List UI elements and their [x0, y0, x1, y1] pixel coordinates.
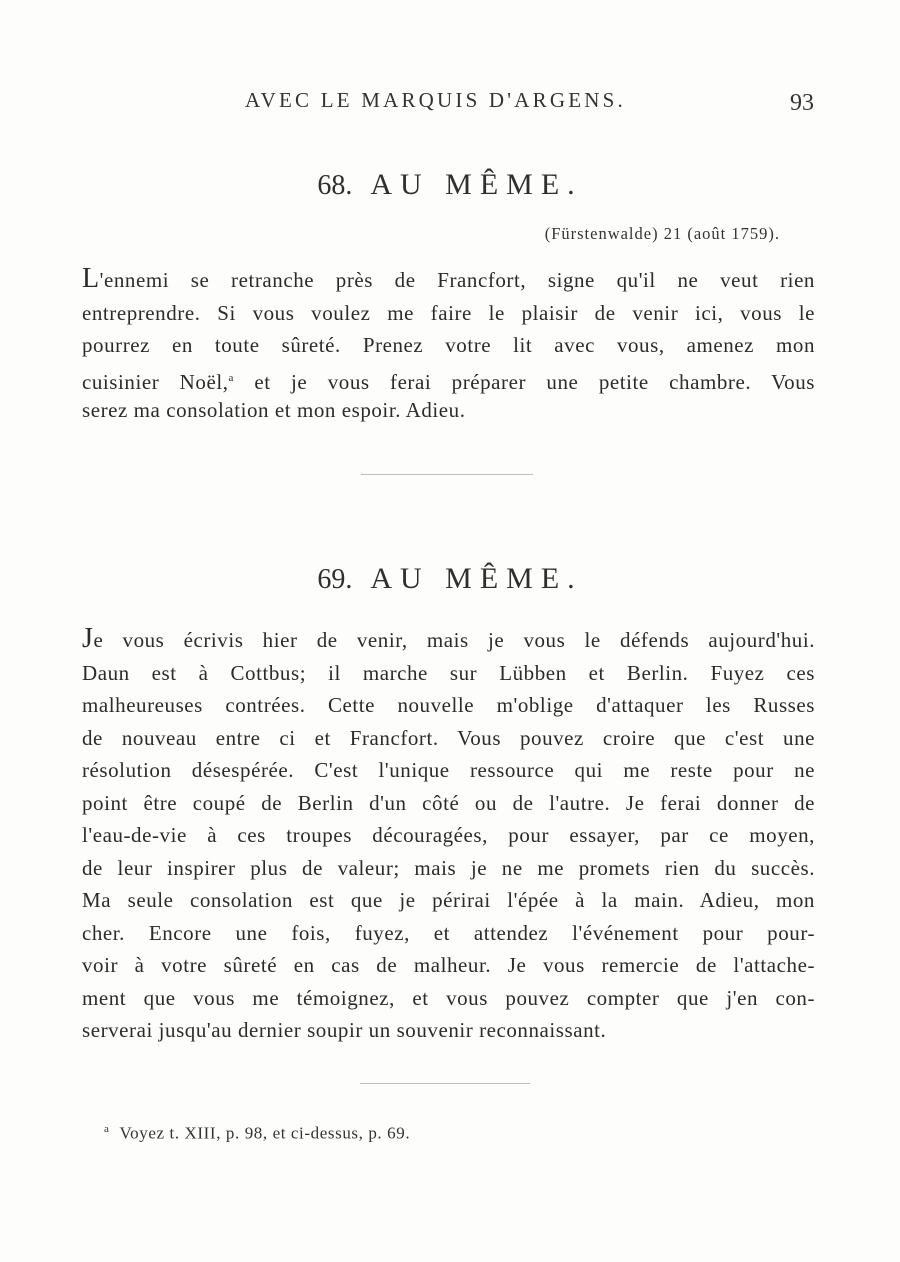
text-line: serverai jusqu'au dernier soupir un souvenir reconnaissant. — [82, 1018, 607, 1042]
text-line: cher. Encore une fois, fuyez, et attendez l'événement pour pour- — [82, 920, 815, 945]
footnote-reference: a — [228, 371, 234, 384]
text-line: point être coupé de Berlin d'un côté ou de l'autre. Je ferai donner de — [82, 790, 815, 815]
letter-68-body — [82, 264, 815, 427]
text-line: cuisinier Noël,$^a$ et je vous ferai préparer une petite chambre. Vous — [82, 369, 815, 394]
footnote-mark: a — [104, 1123, 110, 1135]
footnote-text: Voyez t. XIII, p. 98, et ci-dessus, p. 69. — [119, 1123, 411, 1143]
letter-number: 68. — [317, 170, 353, 201]
text-line: de nouveau entre ci et Francfort. Vous pouvez croire que c'est une — [82, 725, 815, 750]
text-line: ment que vous me témoignez, et vous pouvez compter que j'en con- — [82, 985, 815, 1010]
text-line: entreprendre. Si vous voulez me faire le plaisir de venir ici, vous le — [82, 300, 815, 325]
running-title: AVEC LE MARQUIS D'ARGENS. — [245, 88, 626, 112]
text-line: voir à votre sûreté en cas de malheur. Je vous remercie de l'attache- — [82, 953, 815, 977]
drop-cap: J — [82, 623, 94, 654]
text-line: pourrez en toute sûreté. Prenez votre lit avec vous, amenez mon — [82, 333, 815, 357]
drop-cap: L — [82, 263, 100, 294]
text-line: l'eau-de-vie à ces troupes découragées, pour essayer, par ce moyen, — [82, 823, 815, 847]
text-line: malheureuses contrées. Cette nouvelle m'oblige d'attaquer les Russes — [82, 693, 815, 717]
text-line: résolution désespérée. C'est l'unique ressource qui me reste pour ne — [82, 758, 815, 782]
text-line: Je vous écrivis hier de venir, mais je vous le défends aujourd'hui. — [82, 623, 815, 654]
letter-68-heading — [0, 168, 900, 202]
letter-69-body — [82, 624, 815, 1047]
letter-69-heading — [0, 562, 900, 596]
text-line: Ma seule consolation est que je périrai l'épée à la main. Adieu, mon — [82, 888, 815, 912]
section-divider — [360, 1083, 530, 1084]
footnote — [104, 1123, 410, 1144]
letter-recipient: AU MÊME. — [370, 562, 583, 595]
letter-recipient: AU MÊME. — [370, 168, 583, 201]
text-line: Daun est à Cottbus; il marche sur Lübben et Berlin. Fuyez ces — [82, 660, 815, 685]
section-divider — [361, 474, 533, 475]
text-line: serez ma consolation et mon espoir. Adieu. — [82, 398, 466, 422]
letter-68-dateline: (Fürstenwalde) 21 (août 1759). — [544, 224, 780, 243]
letter-number: 69. — [317, 564, 353, 595]
running-head — [0, 88, 900, 118]
text-line: de leur inspirer plus de valeur; mais je ne me promets rien du succès. — [82, 855, 815, 880]
page-number: 93 — [790, 90, 814, 116]
text-line: L'ennemi se retranche près de Francfort, signe qu'il ne veut rien — [82, 263, 815, 294]
